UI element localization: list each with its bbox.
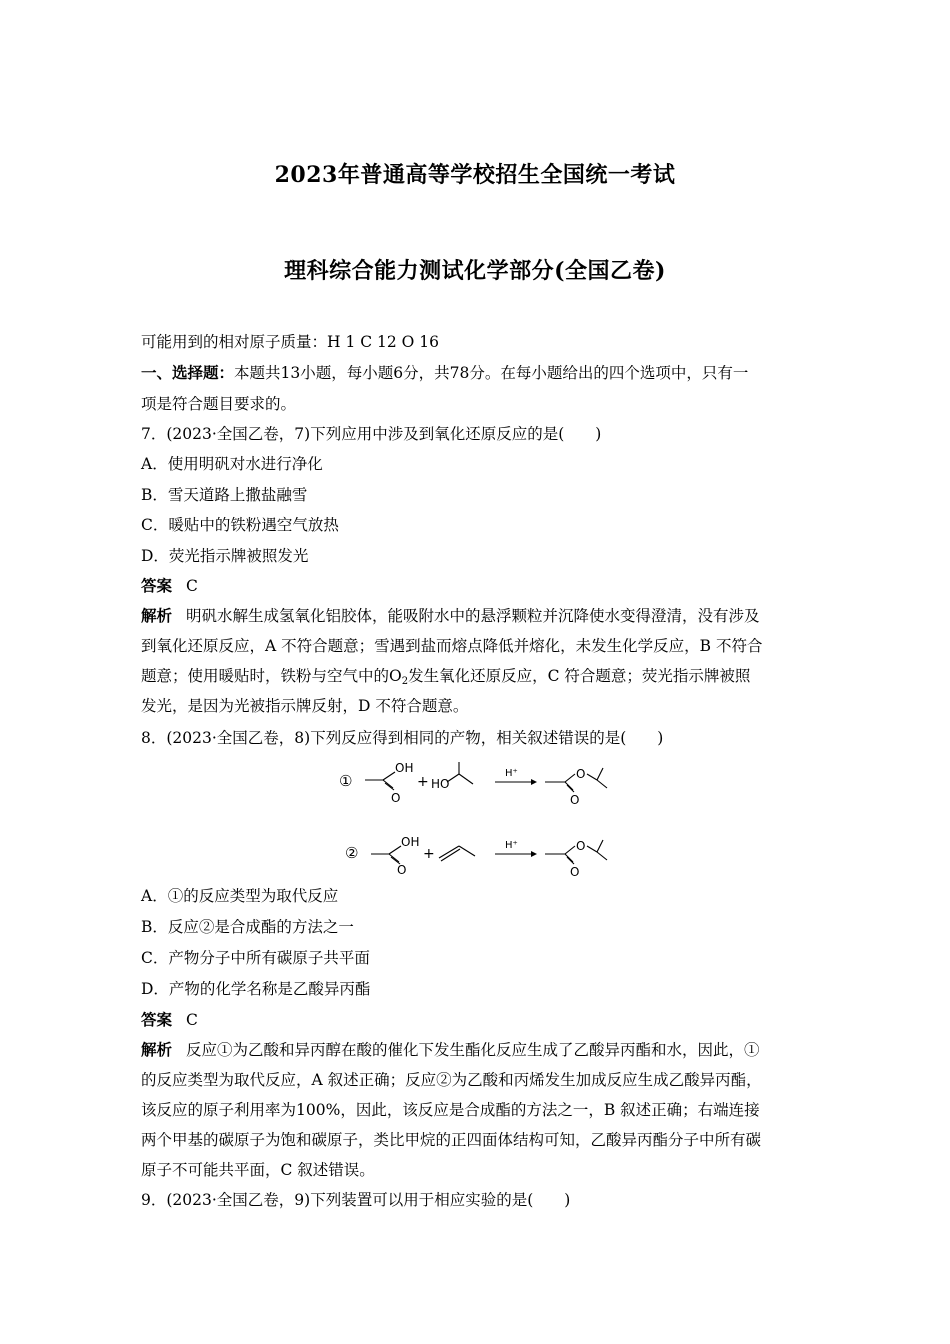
q7-analysis-line-1 (141, 606, 760, 626)
q7-option-a: A．使用明矾对水进行净化 (141, 455, 323, 473)
q8-option-d: D．产物的化学名称是乙酸异丙酯 (141, 980, 371, 998)
q8-option-b: B．反应②是合成酯的方法之一 (141, 918, 354, 936)
r1-acid-co-double (385, 783, 394, 790)
r1-product-bond-3 (587, 774, 597, 780)
q8-analysis-line-3: 该反应的原子利用率为100%，因此，该反应是合成酯的方法之一，B 叙述正确；右端连接 (141, 1101, 760, 1119)
r2-product-bond-4 (597, 840, 603, 852)
q8-analysis-label: 解析 (141, 1040, 173, 1059)
q7-option-d: D．荧光指示牌被照发光 (141, 547, 309, 565)
q7-option-c: C．暖贴中的铁粉遇空气放热 (141, 516, 339, 534)
r1-product-co-double (567, 785, 574, 792)
q8-answer (141, 1010, 198, 1030)
r1-alcohol-bond-3 (459, 774, 473, 784)
q8-answer-label: 答案 (141, 1010, 173, 1029)
r1-product-carbonyl-o: O (570, 793, 580, 807)
sub-title: 理科综合能力测试化学部分(全国乙卷) (284, 258, 666, 284)
r1-alcohol-ho: HO (431, 777, 450, 791)
r2-acid-o: O (397, 863, 407, 877)
q7-analysis-text-3a: 题意；使用暖贴时，铁粉与空气中的 (141, 667, 390, 685)
q8-option-a: A．①的反应类型为取代反应 (141, 887, 339, 905)
q7-answer-label: 答案 (141, 576, 173, 595)
r1-product-bond-2 (565, 774, 575, 782)
q9-stem: 9．(2023·全国乙卷，9)下列装置可以用于相应实验的是( ) (141, 1191, 571, 1209)
section-text-2: 项是符合题目要求的。 (141, 395, 297, 413)
q7-analysis-label: 解析 (141, 606, 173, 625)
q7-answer (141, 576, 198, 596)
q7-option-b: B．雪天道路上撒盐融雪 (141, 486, 308, 504)
q7-analysis-text-3b: 发生氧化还原反应，C 符合题意；荧光指示牌被照 (408, 667, 751, 685)
r2-product-co-double (567, 857, 574, 864)
section-label: 一、选择题： (141, 363, 235, 382)
r2-catalyst: H⁺ (505, 840, 518, 851)
r2-arrow-head (531, 851, 537, 857)
r1-product-bond-4 (597, 768, 603, 780)
r1-acid-co-bond (383, 780, 393, 788)
q8-option-c: C．产物分子中所有碳原子共平面 (141, 949, 370, 967)
r1-arrow-head (531, 779, 537, 785)
reaction-scheme (335, 758, 625, 878)
q7-analysis-line-2: 到氧化还原反应，A 不符合题意；雪遇到盐而熔点降低并熔化，未发生化学反应，B 不符合 (141, 637, 763, 655)
r1-product-co (565, 782, 573, 790)
q7-analysis-line-4: 发光，是因为光被指示牌反射，D 不符合题意。 (141, 697, 469, 715)
q7-analysis-text-1: 明矾水解生成氢氧化铝胶体，能吸附水中的悬浮颗粒并沉降使水变得澄清，没有涉及 (186, 607, 760, 625)
r2-label: ② (345, 844, 359, 862)
section-header (141, 363, 748, 383)
atomic-masses: 可能用到的相对原子质量：H 1 C 12 O 16 (141, 333, 440, 351)
q8-analysis-line-5: 原子不可能共平面，C 叙述错误。 (141, 1161, 375, 1179)
r2-product-co (565, 854, 573, 862)
r2-acid-co-bond (389, 854, 399, 862)
r2-propene-single (459, 846, 475, 856)
r2-acid-oh: OH (401, 835, 420, 849)
o2-main: O (389, 667, 402, 685)
r1-acid-o: O (391, 791, 401, 805)
q8-analysis-line-1 (141, 1040, 760, 1060)
q8-analysis-line-2: 的反应类型为取代反应，A 叙述正确；反应②为乙酸和丙烯发生加成反应生成乙酸异丙酯， (141, 1071, 762, 1089)
main-title: 2023年普通高等学校招生全国统一考试 (274, 162, 676, 188)
r1-acid-oh-bond (383, 772, 395, 780)
r2-product-bond-2 (565, 846, 575, 854)
q7-answer-value: C (186, 577, 198, 595)
r1-product-ester-o: O (576, 767, 586, 781)
r1-catalyst: H⁺ (505, 768, 518, 779)
r2-plus: + (423, 846, 435, 862)
r2-acid-oh-bond (389, 846, 401, 854)
r1-acid-oh: OH (395, 761, 414, 775)
q7-stem: 7．(2023·全国乙卷，7)下列应用中涉及到氧化还原反应的是( ) (141, 425, 602, 443)
r1-plus: + (417, 774, 429, 790)
q8-analysis-line-4: 两个甲基的碳原子为饱和碳原子，类比甲烷的正四面体结构可知，乙酸异丙酯分子中所有碳 (141, 1131, 762, 1149)
q8-answer-value: C (186, 1011, 198, 1029)
q7-analysis-line-3 (141, 666, 750, 686)
q8-analysis-text-1: 反应①为乙酸和异丙醇在酸的催化下发生酯化反应生成了乙酸异丙酯和水，因此，① (186, 1041, 760, 1059)
o2-sub: 2 (401, 676, 409, 687)
section-text-1: 本题共13小题，每小题6分，共78分。在每小题给出的四个选项中，只有一 (234, 364, 749, 382)
r1-label: ① (339, 772, 353, 790)
r1-product-bond-5 (597, 780, 607, 788)
o2-formula (389, 667, 408, 685)
r2-product-carbonyl-o: O (570, 865, 580, 878)
q8-stem: 8．(2023·全国乙卷，8)下列反应得到相同的产物，相关叙述错误的是( ) (141, 729, 664, 747)
r2-product-bond-3 (587, 846, 597, 852)
r2-product-ester-o: O (576, 839, 586, 853)
r2-product-bond-5 (597, 852, 607, 860)
